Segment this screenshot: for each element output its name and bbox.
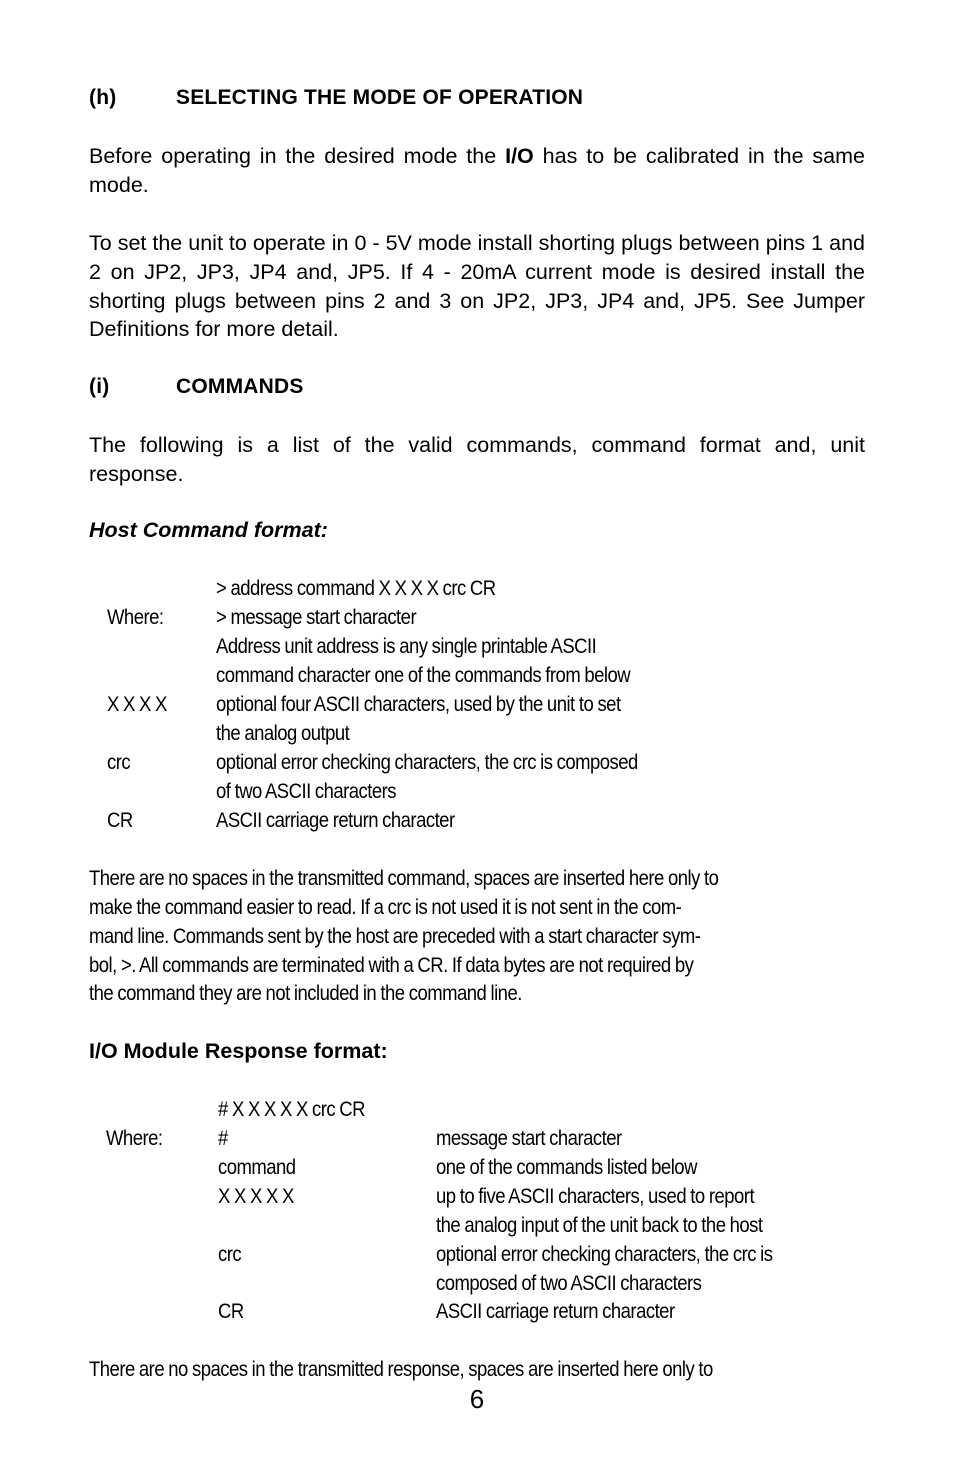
host-note-line: There are no spaces in the transmitted command, spaces are inserted here only to — [89, 866, 719, 890]
host-note-line: the command they are not included in the command line. — [89, 981, 522, 1005]
section-i-intro: The following is a list of the valid commands, command format and, unit response. — [89, 433, 865, 486]
host-row-term: Where: — [107, 605, 164, 629]
response-row-desc: message start character — [436, 1126, 622, 1150]
section-i-title: COMMANDS — [176, 375, 304, 398]
section-h-label: (h) — [89, 86, 117, 109]
section-i-label: (i) — [89, 375, 110, 398]
response-row-term: X X X X X — [218, 1184, 294, 1208]
host-row-desc: optional four ASCII characters, used by the unit to set — [216, 692, 621, 716]
response-where-label: Where: — [106, 1126, 163, 1150]
response-row-term: CR — [218, 1299, 244, 1323]
host-row-desc: ASCII carriage return character — [216, 808, 455, 832]
response-format-syntax: # X X X X X crc CR — [218, 1097, 365, 1121]
response-row-desc: ASCII carriage return character — [436, 1299, 675, 1323]
response-row-term: crc — [218, 1242, 242, 1266]
host-note-line: make the command easier to read. If a crc is not used it is not sent in the com- — [89, 895, 682, 919]
host-row-desc: the analog output — [216, 721, 350, 745]
host-format-syntax: > address command X X X X crc CR — [216, 576, 496, 600]
response-format-heading: I/O Module Response format: — [89, 1039, 388, 1063]
host-row-desc: of two ASCII characters — [216, 779, 397, 803]
response-row-desc: optional error checking characters, the crc is — [436, 1242, 773, 1266]
host-note-line: bol, >. All commands are terminated with a CR. If data bytes are not required by — [89, 953, 694, 977]
page-number: 6 — [469, 1384, 485, 1414]
para1-text-end: has to be calibrated in the same mode. — [89, 144, 866, 197]
host-row-term: CR — [107, 808, 133, 832]
host-row-desc: optional error checking characters, the crc is composed — [216, 750, 638, 774]
response-row-desc: up to five ASCII characters, used to report — [436, 1184, 755, 1208]
response-row-term: command — [218, 1155, 296, 1179]
host-row-term: crc — [107, 750, 131, 774]
response-row-term: # — [218, 1126, 228, 1150]
host-row-desc: command character one of the commands from below — [216, 663, 631, 687]
host-row-term: X X X X — [107, 692, 167, 716]
section-h-paragraph-2: To set the unit to operate in 0 - 5V mode install shorting plugs between pins 1 and 2 on JP2, JP3, JP4 and, JP5. If 4 - 20mA current mode is desired install the shorting plugs between pins 2 and 3 on JP2, JP3, JP4 and, JP5. See Jumper Definitions for more detail. — [89, 231, 865, 342]
para1-text-start: Before operating in the desired mode the — [89, 144, 506, 168]
para1-bold-io: I/O — [505, 144, 534, 168]
response-row-desc: one of the commands listed below — [436, 1155, 697, 1179]
response-note-line: There are no spaces in the transmitted response, spaces are inserted here only to — [89, 1357, 713, 1381]
response-row-desc: the analog input of the unit back to the host — [436, 1213, 763, 1237]
section-h-title: SELECTING THE MODE OF OPERATION — [176, 86, 584, 109]
host-note-line: mand line. Commands sent by the host are preceded with a start character sym- — [89, 924, 701, 948]
host-row-desc: > message start character — [216, 605, 417, 629]
section-h-paragraph-1 — [89, 142, 865, 200]
host-row-desc: Address unit address is any single printable ASCII — [216, 634, 597, 658]
response-row-desc: composed of two ASCII characters — [436, 1271, 702, 1295]
host-format-heading: Host Command format: — [89, 518, 328, 542]
